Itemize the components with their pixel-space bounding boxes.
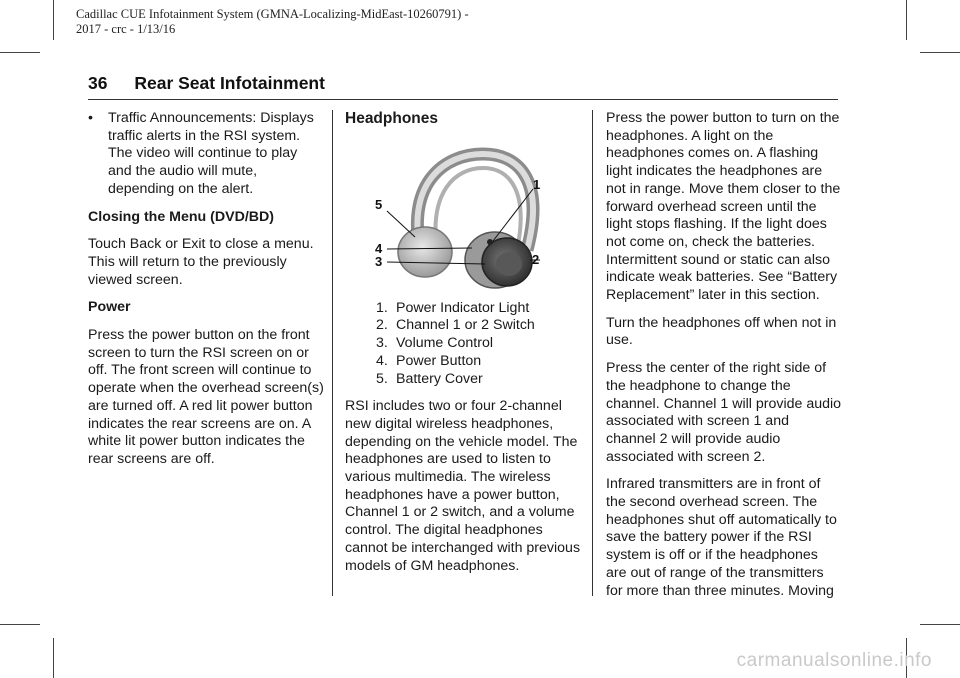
callout-2: 2 <box>532 251 540 267</box>
column-divider <box>332 110 333 596</box>
bullet-mark: • <box>88 110 93 126</box>
watermark: carmanualsonline.info <box>736 650 932 671</box>
column-3 <box>606 110 842 610</box>
power-on-paragraph: Press the power button to turn on the headphones. A light on the headphones comes on. A flashing light indicates the headphones are not in range. Move them closer to the forward overhead screen until the light stops flashing. If the light does not come on, check the batteries. Intermittent sound or static can also indicate weak batteries. See “Battery Replacement” later in this section. <box>606 110 841 304</box>
list-item: 5. Battery Cover <box>376 370 483 387</box>
list-item: 2. Channel 1 or 2 Switch <box>376 317 535 334</box>
column-1 <box>88 110 324 479</box>
headphones-illustration <box>345 142 581 292</box>
page-number: 36 <box>88 73 108 93</box>
callout-3: 3 <box>375 253 383 269</box>
list-item: 4. Power Button <box>376 352 482 369</box>
crop-mark <box>0 624 40 625</box>
parts-list <box>345 300 581 389</box>
callout-1: 1 <box>533 176 541 192</box>
crop-mark <box>53 0 54 40</box>
power-heading: Power <box>88 299 131 316</box>
column-divider <box>592 110 593 596</box>
closing-menu-text: Touch Back or Exit to close a menu. This will return to the previously viewed screen. <box>88 236 314 288</box>
callout-5: 5 <box>375 196 383 212</box>
page-title: Rear Seat Infotainment <box>134 73 325 93</box>
bullet-text: Traffic Announcements: Displays traffic alerts in the RSI system. The video will continue to play and the audio will mute, depending on the alert. <box>108 110 314 197</box>
transmitter-paragraph: Infrared transmitters are in front of the second overhead screen. The headphones shut off automatically to save the battery power if the RSI system is off or if the headphones are out of range of the transmitters for more than three minutes. Moving <box>606 476 837 599</box>
header-rule <box>88 99 838 100</box>
list-item: 3. Volume Control <box>376 335 493 352</box>
page-header <box>88 73 325 94</box>
crop-mark <box>920 624 960 625</box>
crop-mark <box>906 0 907 40</box>
list-item: 1. Power Indicator Light <box>376 299 530 316</box>
headphones-heading: Headphones <box>345 110 439 127</box>
document-info <box>76 7 469 37</box>
headphones-text: RSI includes two or four 2-channel new digital wireless headphones, depending on the vehicle model. The headphones are used to listen to various multimedia. The wireless headphones have a power button, Channel 1 or 2 switch, and a volume control. The digital headphones cannot be interchanged with previous models of GM headphones. <box>345 398 581 574</box>
bullet-item <box>88 110 324 199</box>
power-text: Press the power button on the front screen to turn the RSI screen on or off. The front screen will continue to operate when the overhead screen(s) are turned off. A red lit power button indicates the rear screens are on. A white lit power button indicates the rear screens are off. <box>88 327 324 467</box>
channel-paragraph: Press the center of the right side of the headphone to change the channel. Channel 1 will provide audio associated with screen 1 and channel 2 will provide audio associated with screen 2. <box>606 360 842 465</box>
column-2 <box>345 110 581 585</box>
document-info-line2: 2017 - crc - 1/13/16 <box>76 22 176 36</box>
crop-mark <box>0 52 40 53</box>
document-info-line1: Cadillac CUE Infotainment System (GMNA-Localizing-MidEast-10260791) - <box>76 7 469 21</box>
callout-4: 4 <box>375 240 383 256</box>
power-off-paragraph: Turn the headphones off when not in use. <box>606 314 837 349</box>
crop-mark <box>920 52 960 53</box>
closing-menu-heading: Closing the Menu (DVD/BD) <box>88 208 275 225</box>
crop-mark <box>53 638 54 678</box>
